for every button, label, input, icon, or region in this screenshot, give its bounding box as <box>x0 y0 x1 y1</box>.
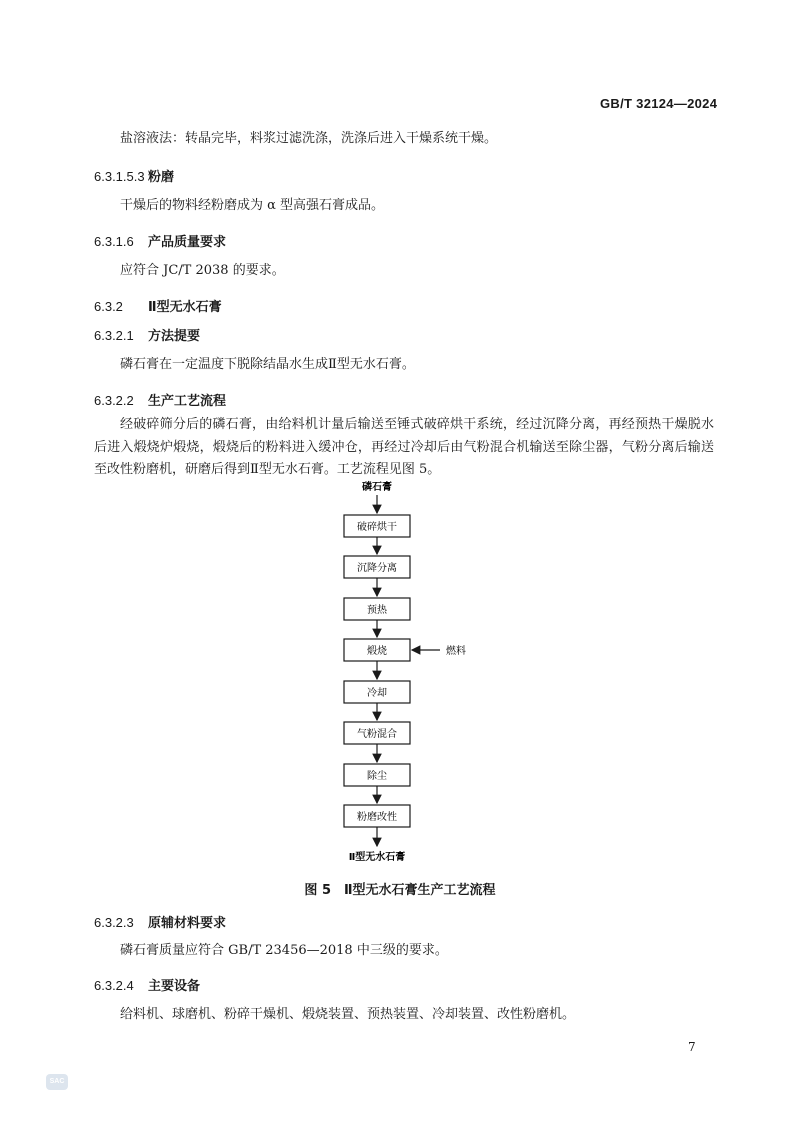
quality-paragraph: 应符合 JC/T 2038 的要求。 <box>120 263 285 278</box>
section-title: 主要设备 <box>148 979 201 994</box>
section-title: 产品质量要求 <box>148 235 227 250</box>
section-number: 6.3.2.2 <box>94 393 134 408</box>
flow-step-label: 气粉混合 <box>357 729 397 740</box>
flow-step-dedust <box>344 764 410 786</box>
grinding-paragraph: 干燥后的物料经粉磨成为 α 型高强石膏成品。 <box>120 198 385 213</box>
section-6-3-2-3 <box>94 912 226 931</box>
section-number: 6.3.1.6 <box>94 234 134 249</box>
section-title: 生产工艺流程 <box>148 394 227 409</box>
flow-step-gas-powder-mix <box>344 722 410 744</box>
flow-step-crush-dry <box>344 515 410 537</box>
salt-solution-paragraph: 盐溶液法：转晶完毕，料浆过滤洗涤，洗涤后进入干燥系统干燥。 <box>120 131 498 146</box>
section-number: 6.3.2.3 <box>94 915 134 930</box>
section-title: 方法提要 <box>148 329 201 344</box>
sac-watermark-logo: SAC <box>46 1074 68 1090</box>
standard-number: GB/T 32124—2024 <box>600 96 718 111</box>
section-number: 6.3.1.5.3 <box>94 169 145 184</box>
process-paragraph: 经破碎筛分后的磷石膏，由给料机计量后输送至锤式破碎烘干系统，经过沉降分离，再经预热干燥脱水后进入煅烧炉煅烧，煅烧后的粉料进入缓冲仓，再经过冷却后由气粉混合机输送至除尘器，气粉分离后输送至改性粉磨机，研磨后得到Ⅱ型无水石膏。工艺流程见图 5。 <box>94 417 714 477</box>
section-number: 6.3.2 <box>94 299 123 314</box>
flow-step-label: 沉降分离 <box>357 563 397 574</box>
section-title: 粉磨 <box>148 170 175 185</box>
materials-paragraph: 磷石膏质量应符合 GB/T 23456—2018 中三级的要求。 <box>120 943 448 958</box>
flow-step-preheat <box>344 598 410 620</box>
page-number: 7 <box>688 1040 696 1054</box>
section-title: 原辅材料要求 <box>148 916 227 931</box>
flow-step-label: 冷却 <box>367 688 387 699</box>
flow-step-label: 煅烧 <box>367 646 387 657</box>
flow-step-label: 破碎烘干 <box>357 522 397 533</box>
flow-step-calcine <box>344 639 410 661</box>
section-number: 6.3.2.1 <box>94 328 134 343</box>
equipment-paragraph: 给料机、球磨机、粉碎干燥机、煅烧装置、预热装置、冷却装置、改性粉磨机。 <box>120 1007 576 1022</box>
section-6-3-2-4 <box>94 975 200 994</box>
flow-step-settling <box>344 556 410 578</box>
fuel-label: 燃料 <box>446 646 466 657</box>
section-number: 6.3.2.4 <box>94 978 134 993</box>
section-title: Ⅱ型无水石膏 <box>148 300 222 315</box>
flow-step-label: 预热 <box>367 605 387 616</box>
flow-step-cool <box>344 681 410 703</box>
flow-input-label: 磷石膏 <box>362 482 392 493</box>
flow-step-label: 除尘 <box>367 771 387 782</box>
flow-step-grind-modify <box>344 805 410 827</box>
flow-output-label: Ⅱ型无水石膏 <box>348 852 406 863</box>
figure-caption: 图 5 Ⅱ型无水石膏生产工艺流程 <box>304 883 496 898</box>
method-paragraph: 磷石膏在一定温度下脱除结晶水生成Ⅱ型无水石膏。 <box>120 357 415 372</box>
flow-step-label: 粉磨改性 <box>357 812 397 823</box>
